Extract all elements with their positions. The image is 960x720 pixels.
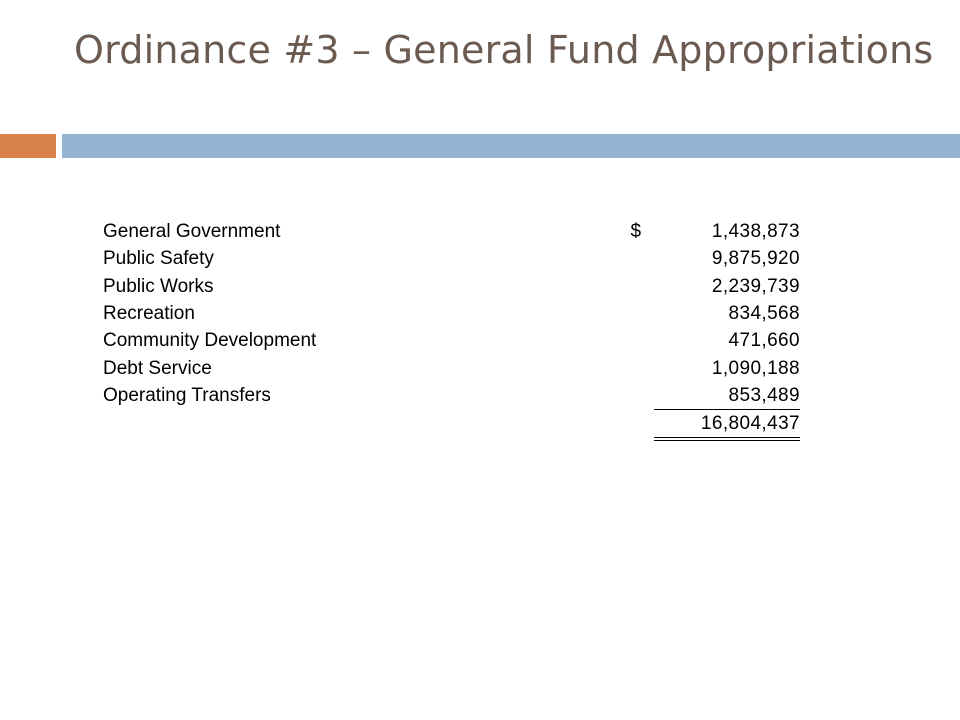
row-amount: 2,239,739 <box>711 275 800 297</box>
table-row <box>100 327 800 354</box>
row-label: Public Safety <box>103 248 214 270</box>
table-row <box>100 245 800 272</box>
table-row <box>100 273 800 300</box>
row-amount: 1,438,873 <box>711 221 800 243</box>
row-amount: 834,568 <box>728 303 800 325</box>
row-label: Operating Transfers <box>103 385 271 407</box>
appropriations-table <box>100 218 800 441</box>
row-amount: 471,660 <box>728 330 800 352</box>
row-amount: 853,489 <box>654 382 800 410</box>
row-label: Community Development <box>103 330 317 352</box>
table-row <box>100 218 800 245</box>
row-label: General Government <box>103 221 281 243</box>
row-label: Public Works <box>103 275 214 297</box>
currency-symbol: $ <box>630 221 642 243</box>
total-row <box>100 410 800 440</box>
row-amount: 1,090,188 <box>711 357 800 379</box>
accent-bar <box>0 134 56 158</box>
title-rule-bar <box>62 134 960 158</box>
table-row <box>100 382 800 410</box>
row-amount: 9,875,920 <box>711 248 800 270</box>
table-row <box>100 354 800 381</box>
total-amount: 16,804,437 <box>654 410 800 440</box>
slide-title: Ordinance #3 – General Fund Appropriations <box>74 28 934 72</box>
table-row <box>100 300 800 327</box>
row-label: Recreation <box>103 303 195 325</box>
row-label: Debt Service <box>103 357 212 379</box>
